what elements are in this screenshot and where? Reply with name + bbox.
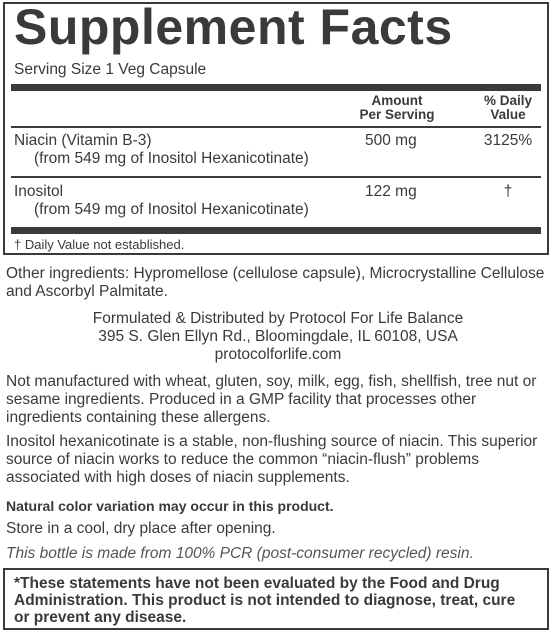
- bottle-note: This bottle is made from 100% PCR (post-consumer recycled) resin.: [6, 545, 474, 562]
- header-dv-line2: Value: [490, 107, 526, 122]
- footnote: † Daily Value not established.: [14, 237, 185, 252]
- ingredient-dv-niacin: 3125%: [483, 132, 533, 149]
- header-amount: [342, 94, 452, 122]
- header-amount-line1: Amount: [371, 93, 423, 108]
- distributor-line1: Formulated & Distributed by Protocol For Life Balance: [92, 310, 464, 327]
- divider-thick: [11, 84, 541, 91]
- ingredient-name-niacin: Niacin (Vitamin B-3): [14, 132, 152, 149]
- product-description: Inositol hexanicotinate is a stable, non-flushing source of niacin. This superior source of niacin works to reduce the common “niacin-flush” problems associated with high doses of niacin supplements.: [6, 433, 538, 486]
- supplement-facts-panel: [3, 2, 549, 255]
- panel-title: Supplement Facts: [14, 0, 453, 55]
- divider-thin: [11, 126, 541, 128]
- header-dv-line1: % Daily: [483, 93, 533, 108]
- header-daily-value: [470, 94, 546, 122]
- divider-thick: [11, 227, 541, 234]
- ingredient-name-inositol: Inositol: [14, 183, 64, 200]
- ingredient-amount-niacin: 500 mg: [365, 132, 417, 149]
- ingredient-amount-inositol: 122 mg: [365, 183, 417, 200]
- storage-instructions: Store in a cool, dry place after opening.: [6, 520, 276, 537]
- allergen-statement: Not manufactured with wheat, gluten, soy, milk, egg, fish, shellfish, tree nut or sesame ingredients. Produced in a GMP facility that processes other ingredients containing these allergens.: [6, 373, 537, 426]
- distributor-website: protocolforlife.com: [214, 346, 342, 363]
- fda-disclaimer: *These statements have not been evaluated by the Food and Drug Administration. This product is not intended to diagnose, treat, cure or prevent any disease.: [14, 575, 516, 626]
- other-ingredients: Other ingredients: Hypromellose (cellulose capsule), Microcrystalline Cellulose and Ascorbyl Palmitate.: [6, 265, 545, 300]
- serving-size: Serving Size 1 Veg Capsule: [14, 61, 207, 78]
- color-variation-note: Natural color variation may occur in this product.: [6, 498, 334, 514]
- ingredient-source-inositol: (from 549 mg of Inositol Hexanicotinate): [34, 201, 309, 218]
- distributor-line2: 395 S. Glen Ellyn Rd., Bloomingdale, IL 60108, USA: [98, 328, 458, 345]
- ingredient-source-niacin: (from 549 mg of Inositol Hexanicotinate): [34, 150, 309, 167]
- header-amount-line2: Per Serving: [359, 107, 435, 122]
- divider-thin: [11, 176, 541, 178]
- ingredient-dv-inositol: †: [503, 183, 513, 200]
- fda-disclaimer-box: [3, 568, 549, 630]
